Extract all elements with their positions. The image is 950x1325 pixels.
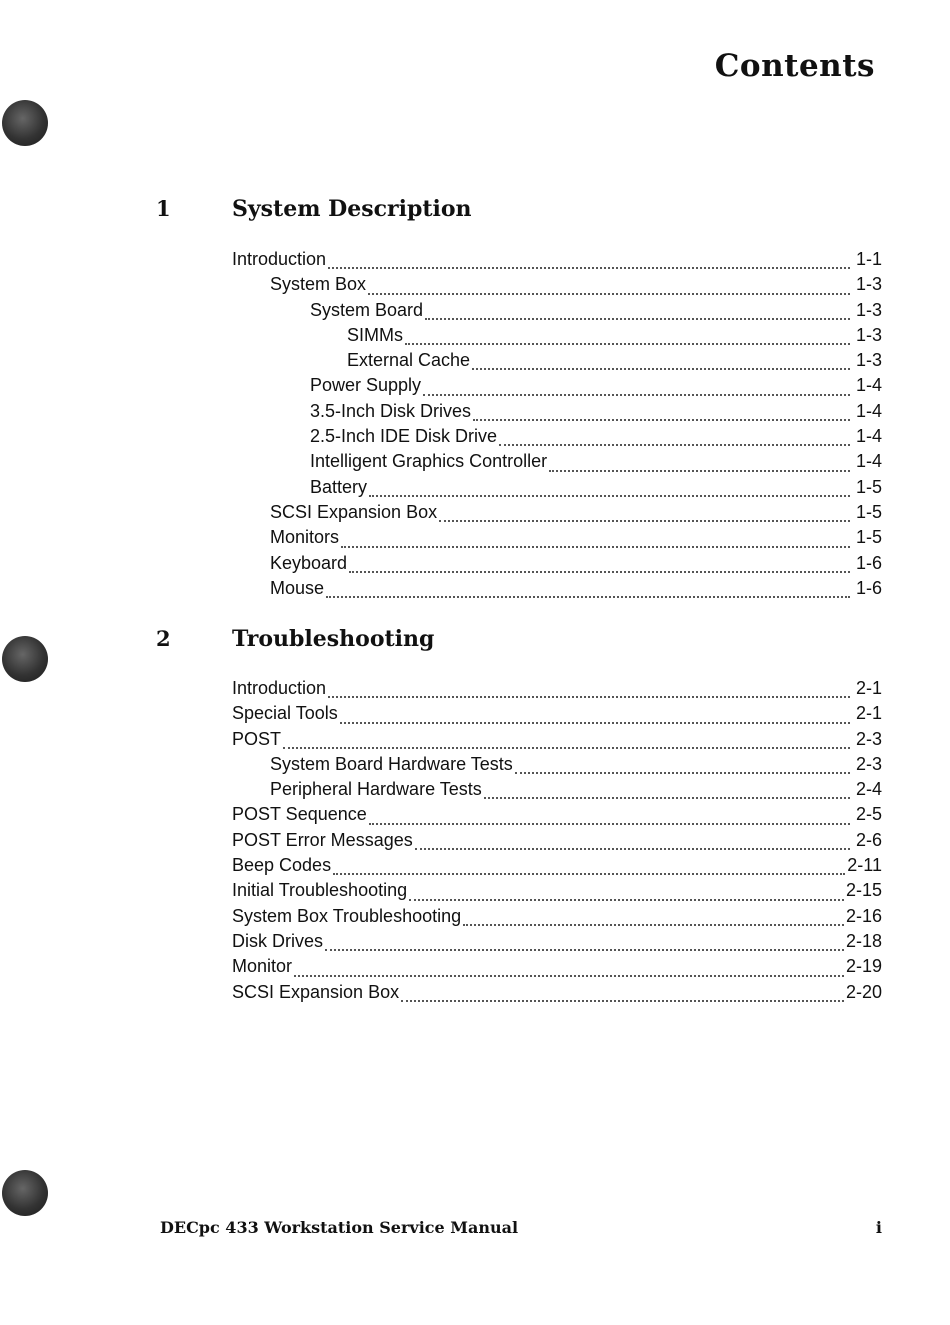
toc-dot-leader xyxy=(409,899,844,901)
toc-entry[interactable] xyxy=(232,931,882,956)
toc-entry-page: 1-3 xyxy=(855,274,882,295)
toc-entry-label: SCSI Expansion Box xyxy=(232,981,400,1002)
toc-entry-label: System Box xyxy=(270,274,367,295)
toc-dot-leader xyxy=(499,444,850,446)
toc-entry[interactable] xyxy=(232,703,882,728)
toc-list-chapter-1 xyxy=(232,249,882,603)
footer-page-number: i xyxy=(875,1218,882,1237)
toc-entry-label: System Board Hardware Tests xyxy=(270,753,513,774)
toc-dot-leader xyxy=(439,520,850,522)
toc-entry-label: Special Tools xyxy=(232,703,338,724)
toc-entry-label: SCSI Expansion Box xyxy=(270,501,438,522)
toc-entry-label: Beep Codes xyxy=(232,855,332,876)
toc-entry-page: 2-3 xyxy=(855,753,882,774)
toc-entry[interactable] xyxy=(232,274,882,299)
toc-entry[interactable] xyxy=(232,249,882,274)
toc-dot-leader xyxy=(368,293,850,295)
toc-dot-leader xyxy=(549,470,850,472)
toc-list-chapter-2 xyxy=(232,678,882,1007)
toc-entry[interactable] xyxy=(232,426,882,451)
toc-entry-page: 1-4 xyxy=(855,400,882,421)
toc-entry-label: Disk Drives xyxy=(232,930,324,951)
toc-entry[interactable] xyxy=(232,729,882,754)
toc-entry[interactable] xyxy=(232,982,882,1007)
chapter-title: System Description xyxy=(232,196,472,222)
toc-entry-page: 1-6 xyxy=(855,552,882,573)
toc-entry[interactable] xyxy=(232,325,882,350)
toc-entry-label: POST Error Messages xyxy=(232,829,413,850)
toc-dot-leader xyxy=(401,1000,844,1002)
toc-dot-leader xyxy=(425,318,850,320)
toc-entry[interactable] xyxy=(232,779,882,804)
toc-entry-page: 2-3 xyxy=(855,728,882,749)
toc-entry[interactable] xyxy=(232,956,882,981)
toc-dot-leader xyxy=(333,873,845,875)
toc-dot-leader xyxy=(328,696,850,698)
toc-entry-label: Keyboard xyxy=(270,552,348,573)
toc-entry[interactable] xyxy=(232,830,882,855)
toc-dot-leader xyxy=(369,823,850,825)
punch-hole-top xyxy=(2,100,48,146)
toc-entry[interactable] xyxy=(232,906,882,931)
toc-dot-leader xyxy=(325,949,844,951)
toc-entry-label: Monitors xyxy=(270,527,340,548)
toc-entry-page: 1-4 xyxy=(855,451,882,472)
toc-dot-leader xyxy=(294,975,844,977)
toc-entry-page: 2-1 xyxy=(855,703,882,724)
toc-entry[interactable] xyxy=(232,754,882,779)
toc-dot-leader xyxy=(423,394,850,396)
toc-entry-label: SIMMs xyxy=(347,324,403,345)
toc-entry-page: 2-20 xyxy=(845,981,882,1002)
toc-entry[interactable] xyxy=(232,502,882,527)
toc-entry[interactable] xyxy=(232,300,882,325)
toc-entry-page: 1-5 xyxy=(855,501,882,522)
toc-entry-page: 2-16 xyxy=(845,905,882,926)
toc-dot-leader xyxy=(341,546,850,548)
toc-entry-label: Initial Troubleshooting xyxy=(232,880,408,901)
toc-entry-label: System Board xyxy=(310,299,424,320)
punch-hole-middle xyxy=(2,636,48,682)
toc-entry-page: 1-6 xyxy=(855,577,882,598)
toc-dot-leader xyxy=(283,747,850,749)
page-title: Contents xyxy=(714,48,875,84)
toc-entry-label: System Box Troubleshooting xyxy=(232,905,462,926)
toc-entry-label: Power Supply xyxy=(310,375,422,396)
toc-entry[interactable] xyxy=(232,451,882,476)
toc-entry[interactable] xyxy=(232,578,882,603)
toc-dot-leader xyxy=(349,571,850,573)
toc-entry-page: 2-6 xyxy=(855,829,882,850)
toc-entry-label: Introduction xyxy=(232,249,327,269)
toc-dot-leader xyxy=(415,848,850,850)
toc-entry-page: 1-1 xyxy=(855,249,882,269)
toc-entry[interactable] xyxy=(232,350,882,375)
toc-entry-page: 1-5 xyxy=(855,527,882,548)
toc-dot-leader xyxy=(473,419,850,421)
punch-hole-bottom xyxy=(2,1170,48,1216)
toc-entry-page: 1-3 xyxy=(855,299,882,320)
toc-entry-label: POST xyxy=(232,728,282,749)
toc-entry-label: Mouse xyxy=(270,577,325,598)
toc-dot-leader xyxy=(328,267,850,269)
toc-entry-page: 2-15 xyxy=(845,880,882,901)
toc-entry[interactable] xyxy=(232,678,882,703)
toc-entry-label: Monitor xyxy=(232,956,293,977)
toc-entry-page: 2-19 xyxy=(845,956,882,977)
toc-entry-page: 1-4 xyxy=(855,375,882,396)
toc-entry-label: Peripheral Hardware Tests xyxy=(270,779,482,800)
toc-entry-label: Battery xyxy=(310,476,368,497)
chapter-number: 2 xyxy=(156,626,171,651)
toc-entry-page: 1-4 xyxy=(855,426,882,447)
toc-entry-page: 2-4 xyxy=(855,779,882,800)
toc-entry[interactable] xyxy=(232,477,882,502)
toc-entry-page: 1-3 xyxy=(855,350,882,371)
chapter-title: Troubleshooting xyxy=(232,626,435,652)
chapter-number: 1 xyxy=(156,196,171,221)
toc-dot-leader xyxy=(405,343,850,345)
toc-dot-leader xyxy=(369,495,850,497)
toc-entry-page: 2-5 xyxy=(855,804,882,825)
toc-entry-label: External Cache xyxy=(347,350,471,371)
toc-dot-leader xyxy=(463,924,844,926)
toc-entry[interactable] xyxy=(232,527,882,552)
toc-entry[interactable] xyxy=(232,855,882,880)
toc-entry[interactable] xyxy=(232,375,882,400)
toc-entry-label: POST Sequence xyxy=(232,804,367,825)
toc-entry[interactable] xyxy=(232,401,882,426)
toc-entry-label: 2.5-Inch IDE Disk Drive xyxy=(310,426,498,447)
toc-entry[interactable] xyxy=(232,553,882,578)
toc-dot-leader xyxy=(472,368,850,370)
toc-entry-page: 1-5 xyxy=(855,476,882,497)
toc-dot-leader xyxy=(484,797,850,799)
toc-entry[interactable] xyxy=(232,804,882,829)
toc-dot-leader xyxy=(326,596,850,598)
toc-entry-page: 1-3 xyxy=(855,324,882,345)
footer-manual-title: DECpc 433 Workstation Service Manual xyxy=(160,1218,519,1237)
toc-entry-label: 3.5-Inch Disk Drives xyxy=(310,400,472,421)
toc-dot-leader xyxy=(340,722,850,724)
toc-entry-page: 2-11 xyxy=(847,855,882,876)
toc-entry-page: 2-1 xyxy=(855,678,882,698)
toc-entry-label: Intelligent Graphics Controller xyxy=(310,451,548,472)
toc-entry-label: Introduction xyxy=(232,678,327,698)
toc-entry[interactable] xyxy=(232,880,882,905)
toc-dot-leader xyxy=(515,772,850,774)
toc-entry-page: 2-18 xyxy=(845,930,882,951)
